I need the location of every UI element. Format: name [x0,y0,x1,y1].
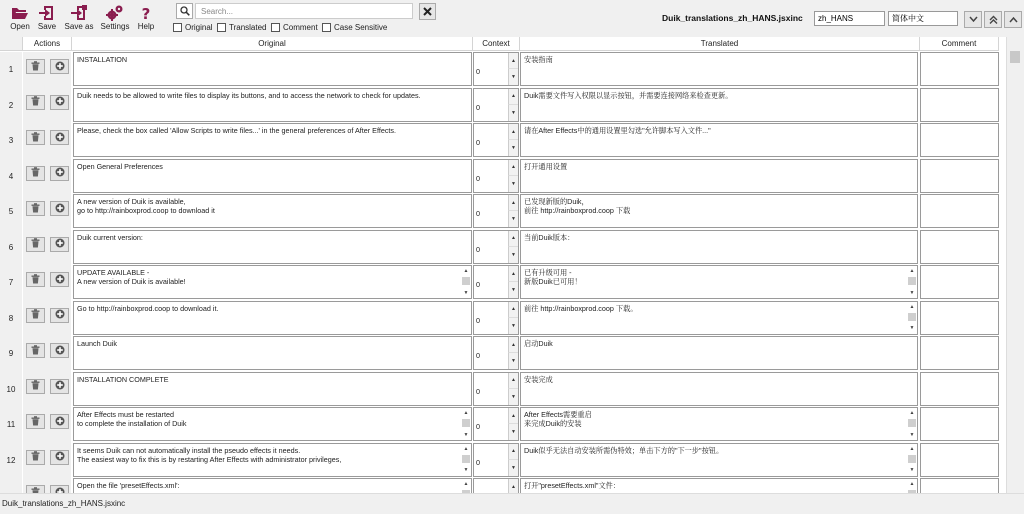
toolbar [0,0,1024,37]
scrollbar-thumb[interactable] [908,277,916,285]
delete-row-button[interactable] [26,272,45,287]
checkbox-box[interactable] [271,23,280,32]
scroll-up-icon[interactable]: ▲ [909,445,915,452]
original-cell[interactable] [73,159,472,193]
original-cell[interactable] [73,88,472,122]
stepper-down-icon[interactable]: ▼ [508,318,518,334]
table-row [0,230,1006,266]
next-button[interactable] [964,11,982,28]
table-row [0,407,1006,443]
delete-row-button[interactable] [26,414,45,429]
plus-circle-icon [55,451,65,463]
comment-cell[interactable] [920,230,999,264]
table-row [0,123,1006,159]
clear-search-button[interactable] [419,3,436,20]
context-stepper[interactable] [473,407,519,441]
table-row [0,336,1006,372]
cell-line: go to http://rainboxprod.coop to download it [77,206,215,216]
cell-line: INSTALLATION COMPLETE [77,374,169,384]
add-row-button[interactable] [50,237,69,252]
add-row-button[interactable] [50,343,69,358]
delete-row-button[interactable] [26,59,45,74]
translated-cell[interactable] [520,88,918,122]
comment-cell[interactable] [920,407,999,441]
stepper-up-icon[interactable]: ▲ [508,337,518,353]
context-stepper[interactable] [473,88,519,122]
table-row [0,301,1006,337]
scrollbar-thumb[interactable] [908,455,916,463]
header-actions: Actions [23,37,72,51]
row-actions [23,230,71,266]
comment-cell[interactable] [920,194,999,228]
context-stepper[interactable] [473,159,519,193]
add-row-button[interactable] [50,130,69,145]
cell-line: 前往 http://rainboxprod.coop 下载 [524,206,631,216]
stepper-up-icon[interactable]: ▲ [508,408,518,424]
stepper-down-icon[interactable]: ▼ [508,105,518,121]
stepper-down-icon[interactable]: ▼ [508,389,518,405]
stepper-up-icon[interactable]: ▲ [508,231,518,247]
cell-scrollbar[interactable] [908,303,916,334]
translated-cell[interactable] [520,443,918,477]
plus-circle-icon [55,380,65,392]
cell-line: A new version of Duik is available! [77,277,186,287]
add-row-button[interactable] [50,379,69,394]
table-row [0,52,1006,88]
double-chevron-up-icon [989,15,998,24]
original-cell[interactable] [73,123,472,157]
scrollbar-thumb[interactable] [908,419,916,427]
checkbox-case-sensitive[interactable]: Case Sensitive [322,23,387,32]
context-value: 0 [476,457,480,467]
cell-scrollbar[interactable] [462,409,470,440]
save-as-icon [70,4,88,22]
cell-scrollbar[interactable] [908,445,916,476]
scroll-down-icon[interactable]: ▼ [463,467,469,474]
scrollbar-thumb[interactable] [462,455,470,463]
stepper-up-icon[interactable]: ▲ [508,53,518,69]
context-value: 0 [476,209,480,218]
context-stepper[interactable] [473,52,519,86]
scroll-down-icon[interactable]: ▼ [463,289,469,296]
row-actions [23,265,71,301]
row-actions [23,372,71,408]
cell-line: Duik需要文件写入权限以显示按钮，并需要连接网络来检查更新。 [524,90,733,100]
cell-line: 新版Duik已可用！ [524,277,582,287]
stepper-down-icon[interactable]: ▼ [508,424,518,440]
row-number: 2 [0,88,22,124]
cell-line: 启动Duik [524,339,553,348]
delete-row-button[interactable] [26,166,45,181]
cell-line: to complete the installation of Duik [77,419,187,429]
context-stepper[interactable] [473,194,519,228]
plus-circle-icon [55,61,65,73]
trash-icon [31,238,40,250]
search-input[interactable] [195,3,413,19]
language-name-input[interactable] [888,11,958,26]
comment-cell[interactable] [920,88,999,122]
row-number: 8 [0,301,22,337]
table-row [0,159,1006,195]
add-row-button[interactable] [50,59,69,74]
file-title: Duik_translations_zh_HANS.jsxinc [662,13,803,23]
checkbox-translated[interactable]: Translated [217,23,267,32]
comment-cell[interactable] [920,123,999,157]
plus-circle-icon [55,238,65,250]
row-actions [23,443,71,479]
row-number: 10 [0,372,22,408]
chevron-down-icon [969,16,978,23]
row-number: 4 [0,159,22,195]
stepper-up-icon[interactable]: ▲ [508,124,518,140]
add-row-button[interactable] [50,272,69,287]
stepper-down-icon[interactable]: ▼ [508,353,518,369]
row-number: 9 [0,336,22,372]
cell-line: 当前Duik版本： [524,232,575,242]
stepper-down-icon[interactable]: ▼ [508,460,518,476]
scroll-down-icon[interactable]: ▼ [909,289,915,296]
settings-button[interactable]: Settings [99,4,131,35]
stepper-up-icon[interactable]: ▲ [508,479,518,495]
stepper-down-icon[interactable]: ▼ [508,176,518,192]
translated-cell[interactable] [520,159,918,193]
plus-circle-icon [55,416,65,428]
comment-cell[interactable] [920,159,999,193]
plus-circle-icon [55,309,65,321]
cell-line: 打开"presetEffects.xml"文件： [524,481,621,490]
trash-icon [31,96,40,108]
header-translated: Translated [520,37,920,51]
translated-cell[interactable] [520,407,918,441]
add-row-button[interactable] [50,414,69,429]
stepper-down-icon[interactable]: ▼ [508,140,518,156]
delete-row-button[interactable] [26,95,45,110]
stepper-up-icon[interactable]: ▲ [508,302,518,318]
help-button[interactable]: ? Help [137,5,155,31]
cell-line: Duik似乎无法自动安装所需伪特效；单击下方的"下一步"按钮。 [524,445,724,455]
save-icon [38,4,56,22]
first-button[interactable] [1004,11,1022,28]
original-cell[interactable] [73,443,472,477]
original-cell[interactable] [73,336,472,370]
row-number: 5 [0,194,22,230]
checkbox-box[interactable] [322,23,331,32]
original-cell[interactable] [73,230,472,264]
trash-icon [31,309,40,321]
cell-scrollbar[interactable] [462,445,470,476]
table-row [0,372,1006,408]
stepper-up-icon[interactable]: ▲ [508,444,518,460]
plus-circle-icon [55,345,65,357]
scroll-down-icon[interactable]: ▼ [463,431,469,438]
context-value: 0 [476,351,480,360]
header-comment: Comment [920,37,999,51]
svg-text:?: ? [141,5,151,23]
scrollbar-thumb[interactable] [462,277,470,285]
checkbox-original[interactable]: Original [173,23,213,32]
cell-line: Duik needs to be allowed to write files to display its buttons, and to access the network to check for updates. [77,90,421,100]
stepper-up-icon[interactable]: ▲ [508,373,518,389]
scroll-up-icon[interactable]: ▲ [909,410,915,416]
cell-scrollbar[interactable] [462,267,470,298]
context-value: 0 [476,244,480,254]
cell-line: The easiest way to fix this is by restarting After Effects with administrator privileges, [77,454,342,464]
row-number: 3 [0,123,22,159]
close-icon [423,7,432,16]
original-cell[interactable] [73,52,472,86]
row-actions [23,52,71,88]
stepper-up-icon[interactable]: ▲ [508,195,518,211]
table-row [0,88,1006,124]
context-value: 0 [476,138,480,147]
scroll-down-icon[interactable]: ▼ [909,431,915,438]
translated-cell[interactable] [520,336,918,370]
row-actions [23,123,71,159]
scrollbar-thumb[interactable] [1010,51,1020,63]
stepper-down-icon[interactable]: ▼ [508,69,518,85]
trash-icon [31,345,40,357]
cell-line: A new version of Duik is available, [77,197,186,206]
context-stepper[interactable] [473,265,519,299]
trash-icon [31,167,40,179]
table-row [0,443,1006,479]
original-cell[interactable] [73,372,472,406]
plus-circle-icon [55,132,65,144]
cell-line: 已有升级可用 - [524,268,572,277]
stepper-down-icon[interactable]: ▼ [508,211,518,227]
checkbox-box[interactable] [217,23,226,32]
stepper-down-icon[interactable]: ▼ [508,282,518,298]
cell-line: Please, check the box called 'Allow Scripts to write files...' in the general preferences of After Effects. [77,126,397,135]
row-actions [23,88,71,124]
add-row-button[interactable] [50,95,69,110]
header-original: Original [72,37,473,51]
original-cell[interactable] [73,194,472,228]
plus-circle-icon [55,274,65,286]
context-stepper[interactable] [473,230,519,264]
row-number: 1 [0,52,22,88]
comment-cell[interactable] [920,52,999,86]
context-value: 0 [476,67,480,76]
scroll-down-icon[interactable]: ▼ [909,325,915,332]
comment-cell[interactable] [920,372,999,406]
cell-line: Duik current version: [77,232,143,242]
checkbox-comment[interactable]: Comment [271,23,318,32]
language-code-input[interactable] [814,11,885,26]
comment-cell[interactable] [920,301,999,335]
search-icon[interactable] [176,3,193,19]
cell-line: 前往 http://rainboxprod.coop 下载。 [524,303,638,313]
context-value: 0 [476,280,480,289]
delete-row-button[interactable] [26,201,45,216]
table-row [0,265,1006,301]
question-icon [137,4,155,22]
scroll-up-icon[interactable]: ▲ [909,481,915,487]
delete-row-button[interactable] [26,308,45,323]
original-cell[interactable] [73,407,472,441]
row-number: 7 [0,265,22,301]
translated-cell[interactable] [520,301,918,335]
trash-icon [31,61,40,73]
cell-line: Launch Duik [77,339,117,348]
cell-line: 打开通用设置 [524,161,568,171]
scrollbar-thumb[interactable] [462,419,470,427]
scroll-up-icon[interactable]: ▲ [463,481,469,487]
cell-line: Go to http://rainboxprod.coop to download it. [77,303,219,313]
stepper-down-icon[interactable]: ▼ [508,247,518,263]
header-context: Context [473,37,520,51]
comment-cell[interactable] [920,265,999,299]
delete-row-button[interactable] [26,237,45,252]
trash-icon [31,132,40,144]
open-button[interactable]: Open [8,4,32,35]
scroll-up-icon[interactable]: ▲ [463,410,469,416]
status-bar: Duik_translations_zh_HANS.jsxinc [0,493,1024,513]
row-actions [23,336,71,372]
header-corner [0,37,23,51]
scroll-up-icon[interactable]: ▲ [463,445,469,452]
plus-circle-icon [55,96,65,108]
scroll-up-icon[interactable]: ▲ [463,268,469,274]
cell-line: After Effects must be restarted [77,410,174,419]
translated-cell[interactable] [520,230,918,264]
context-value: 0 [476,315,480,325]
comment-cell[interactable] [920,336,999,370]
cell-scrollbar[interactable] [908,267,916,298]
cell-line: 来完成Duik的安装 [524,419,582,429]
delete-row-button[interactable] [26,130,45,145]
save-as-button[interactable]: Save as [63,4,95,35]
trash-icon [31,416,40,428]
context-stepper[interactable] [473,372,519,406]
cell-line: Open the file 'presetEffects.xml': [77,481,180,490]
context-stepper[interactable] [473,443,519,477]
add-row-button[interactable] [50,201,69,216]
table-row [0,194,1006,230]
scroll-up-icon[interactable]: ▲ [909,303,915,310]
cell-line: 安装完成 [524,374,553,384]
translated-cell[interactable] [520,265,918,299]
scroll-up-icon[interactable]: ▲ [909,268,915,274]
vertical-scrollbar[interactable] [1006,37,1024,493]
delete-row-button[interactable] [26,450,45,465]
context-stepper[interactable] [473,336,519,370]
stepper-up-icon[interactable]: ▲ [508,160,518,176]
row-actions [23,159,71,195]
row-actions [23,301,71,337]
cell-line: 请在After Effects中的通用设置里勾选"允许脚本写入文件..." [524,126,711,135]
scrollbar-thumb[interactable] [908,313,916,321]
translated-cell[interactable] [520,372,918,406]
row-number: 6 [0,230,22,266]
row-actions [23,407,71,443]
gears-icon [106,4,124,22]
context-value: 0 [476,102,480,112]
row-actions [23,194,71,230]
chevron-up-icon [1009,16,1018,23]
add-row-button[interactable] [50,166,69,181]
original-cell[interactable] [73,301,472,335]
cell-line: UPDATE AVAILABLE - [77,268,150,277]
folder-open-icon [11,4,29,22]
cell-line: After Effects需要重启 [524,410,592,419]
cell-line: 已发现新版的Duik， [524,197,589,206]
cell-line: It seems Duik can not automatically install the pseudo effects it needs. [77,445,301,455]
trash-icon [31,451,40,463]
context-value: 0 [476,386,480,396]
stepper-up-icon[interactable]: ▲ [508,89,518,105]
translated-cell[interactable] [520,52,918,86]
stepper-up-icon[interactable]: ▲ [508,266,518,282]
add-row-button[interactable] [50,308,69,323]
cell-line: 安装指南 [524,55,553,64]
row-number: 12 [0,443,22,479]
context-value: 0 [476,422,480,431]
save-button[interactable]: Save [36,4,58,35]
context-value: 0 [476,173,480,183]
trash-icon [31,380,40,392]
cell-line: Open General Preferences [77,161,163,171]
context-stepper[interactable] [473,301,519,335]
checkbox-box[interactable] [173,23,182,32]
scroll-down-icon[interactable]: ▼ [909,467,915,474]
translated-cell[interactable] [520,123,918,157]
delete-row-button[interactable] [26,379,45,394]
comment-cell[interactable] [920,443,999,477]
add-row-button[interactable] [50,450,69,465]
previous-button[interactable] [984,11,1002,28]
translated-cell[interactable] [520,194,918,228]
delete-row-button[interactable] [26,343,45,358]
plus-circle-icon [55,203,65,215]
context-stepper[interactable] [473,123,519,157]
translation-table [0,37,1006,493]
trash-icon [31,274,40,286]
cell-scrollbar[interactable] [908,409,916,440]
plus-circle-icon [55,167,65,179]
row-number: 11 [0,407,22,443]
cell-line: INSTALLATION [77,55,128,64]
original-cell[interactable] [73,265,472,299]
trash-icon [31,203,40,215]
